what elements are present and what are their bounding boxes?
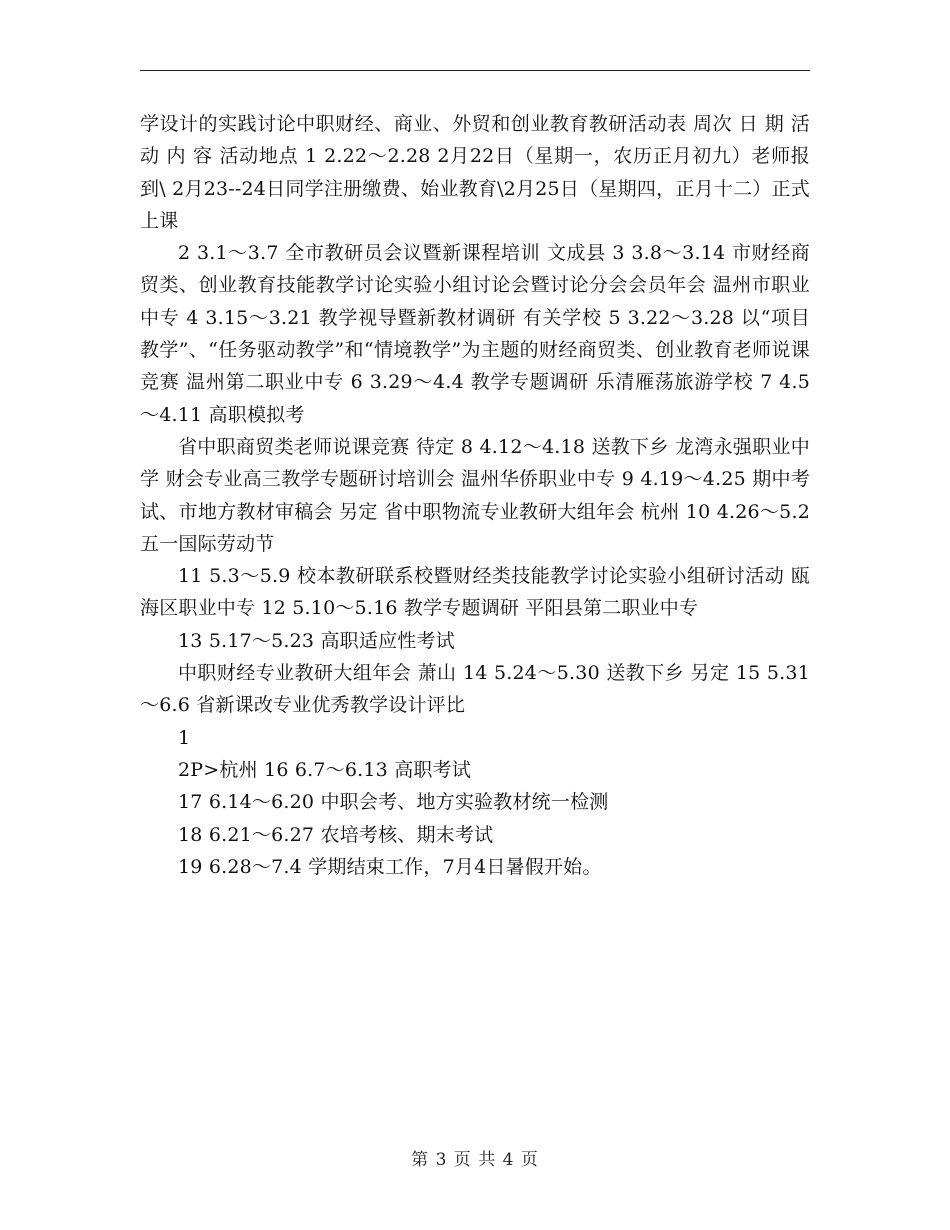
paragraph: 18 6.21～6.27 农培考核、期末考试 xyxy=(178,823,494,846)
paragraph: 2P>杭州 16 6.7～6.13 高职考试 xyxy=(178,758,472,781)
paragraph: 11 5.3～5.9 校本教研联系校暨财经类技能教学讨论实验小组研讨活动 瓯海区职业中专 12 5.10～5.16 教学专题调研 平阳县第二职业中专 xyxy=(140,565,810,620)
paragraph: 19 6.28～7.4 学期结束工作，7月4日暑假开始。 xyxy=(178,855,602,878)
paragraph: 17 6.14～6.20 中职会考、地方实验教材统一检测 xyxy=(178,791,609,814)
paragraph: 13 5.17～5.23 高职适应性考试 xyxy=(178,629,455,652)
page-number-footer: 第 3 页 共 4 页 xyxy=(411,1150,539,1170)
paragraph: 1 xyxy=(178,726,191,749)
document-body xyxy=(140,108,810,883)
paragraph: 中职财经专业教研大组年会 萧山 14 5.24～5.30 送教下乡 另定 15 5.31～6.6 省新课改专业优秀教学设计评比 xyxy=(140,662,810,717)
header-rule xyxy=(140,70,810,71)
paragraph: 2 3.1～3.7 全市教研员会议暨新课程培训 文成县 3 3.8～3.14 市财经商贸类、创业教育技能教学讨论实验小组讨论会暨讨论分会会员年会 温州市职业中专 4 3.15～3.21 教学视导暨新教材调研 有关学校 5 3.22～3.28 以“项目教学”、“任务驱动教学”和“情境教学”为主题的财经商贸类、创业教育老师说课竞赛 温州第二职业中专 6 3.29～4.4 教学专题调研 乐清雁荡旅游学校 7 4.5～4.11 高职模拟考 xyxy=(140,242,810,426)
paragraph: 学设计的实践讨论中职财经、商业、外贸和创业教育教研活动表 周次 日 期 活 动 内 容 活动地点 1 2.22～2.28 2月22日（星期一，农历正月初九）老师报到\ 2月23--24日同学注册缴费、始业教育\2月25日（星期四，正月十二）正式上课 xyxy=(140,113,810,232)
paragraph: 省中职商贸类老师说课竞赛 待定 8 4.12～4.18 送教下乡 龙湾永强职业中学 财会专业高三教学专题研讨培训会 温州华侨职业中专 9 4.19～4.25 期中考试、市地方教材审稿会 另定 省中职物流专业教研大组年会 杭州 10 4.26～5.2 五一国际劳动节 xyxy=(140,435,810,555)
